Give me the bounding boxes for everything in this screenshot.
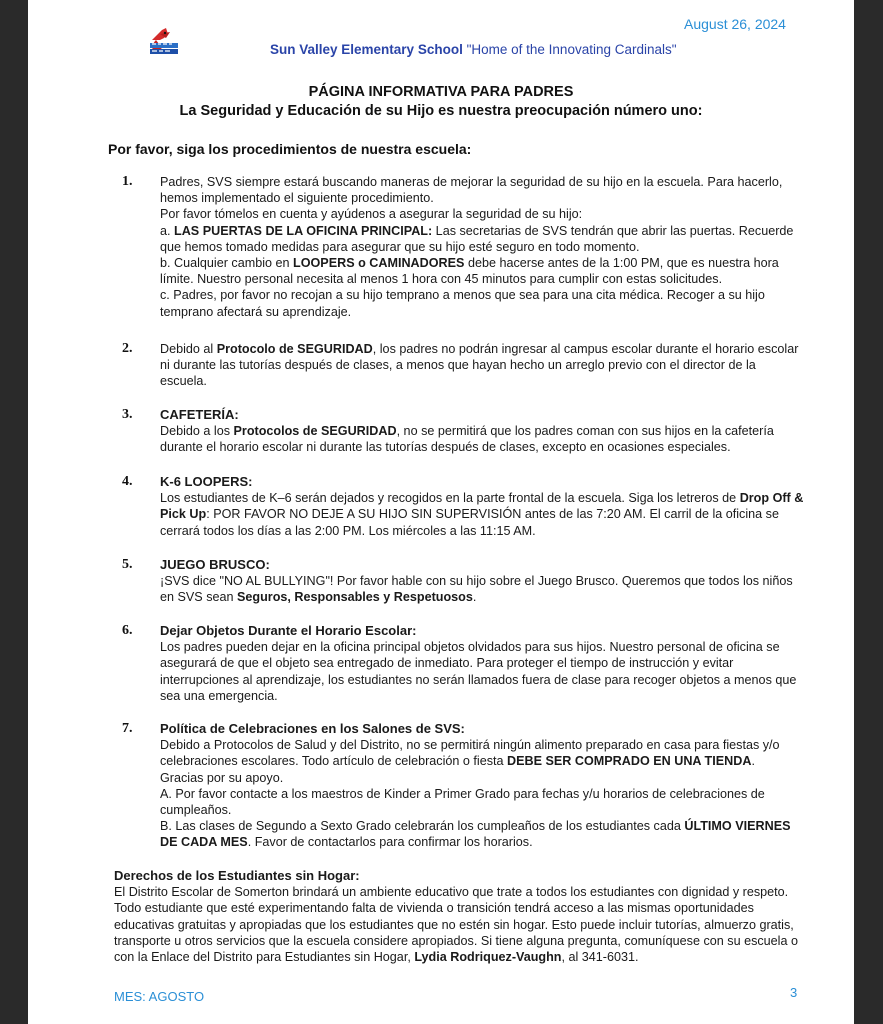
item-title: CAFETERÍA: — [160, 407, 239, 422]
footer-month: MES: AGOSTO — [114, 989, 205, 1004]
school-heading — [270, 42, 677, 57]
cardinal-logo-icon — [146, 26, 182, 60]
item-title: JUEGO BRUSCO: — [160, 557, 270, 572]
intro-text: Por favor, siga los procedimientos de nuestra escuela: — [108, 141, 472, 157]
item-sub-c: c. Padres, por favor no recojan a su hijo temprano a menos que sea para una cita médica. Recoger a su hijo temprano afectará su aprendizaje. — [160, 288, 765, 319]
item-number: 4. — [122, 474, 133, 489]
item-paragraph: Gracias por su apoyo. — [160, 770, 284, 785]
item-body: K-6 LOOPERS: Los estudiantes de K–6 serán dejados y recogidos en la parte frontal de la escuela. Siga los letreros de Drop Off & Pick Up: POR FAVOR NO DEJE A SU HIJO SIN SUPERVISIÓN antes de las 7:20 AM. El carril de la oficina se cerrará todos los días a las 2:00 PM. Los miércoles a las 11:15 AM. — [160, 474, 804, 538]
school-motto: "Home of the Innovating Cardinals" — [466, 42, 677, 57]
item-paragraph: Los padres pueden dejar en la oficina principal objetos olvidados para sus hijos. Nuestro personal de oficina se asegurará de que el objeto sea entregado de inmediato. Para proteger el tiempo de instrucción y evitar interrupciones al aprendizaje, los estudiantes no serán llamados fuera de clase para recoger objetos a menos que sea una emergencia. — [160, 640, 797, 703]
item-number: 2. — [122, 341, 133, 356]
item-body: Política de Celebraciones en los Salones de SVS: Debido a Protocolos de Salud y del Distrito, no se permitirá ningún alimento preparado en casa para fiestas y/o celebraciones escolares. Todo artículo de celebración o fiesta DEBE SER COMPRADO EN UNA TIENDA. Gracias por su apoyo. A. Por favor contacte a los maestros de Kinder a Primer Grado para fechas y/u horarios de celebraciones de cumpleaños. B. Las clases de Segundo a Sexto Grado celebrarán los cumpleaños de los estudiantes cada ÚLTIMO VIERNES DE CADA MES. Favor de contactarlos para confirmar los horarios. — [160, 721, 804, 851]
item-number: 6. — [122, 623, 133, 638]
section-title: Derechos de los Estudiantes sin Hogar: — [114, 868, 360, 883]
item-paragraph: Padres, SVS siempre estará buscando maneras de mejorar la seguridad de su hijo en la escuela. Para hacerlo, hemos implementado el siguiente procedimiento. — [160, 175, 783, 206]
item-body — [160, 623, 804, 704]
school-name: Sun Valley Elementary School — [270, 42, 463, 57]
item-number: 7. — [122, 721, 133, 736]
item-sub-a: A. Por favor contacte a los maestros de Kinder a Primer Grado para fechas y/u horarios de celebraciones de cumpleaños. — [160, 786, 765, 818]
homeless-rights-section: Derechos de los Estudiantes sin Hogar: El Distrito Escolar de Somerton brindará un ambiente educativo que trate a todos los estudiantes con dignidad y respeto. Todo estudiante que esté experimentando falta de vivienda o transición tendrá acceso a las mismas oportunidades educativas gratuitas y apropiadas que los estudiantes que no estén sin hogar. Esto puede incluir tutorías, almuerzo gratis, transporte u otros servicios que la escuela considere apropiados. Si tiene alguna pregunta, comuníquese con su escuela o con la Enlace del Distrito para Estudiantes sin Hogar, Lydia Rodriquez-Vaughn, al 341-6031. — [114, 868, 804, 965]
item-body: Debido al Protocolo de SEGURIDAD, los padres no podrán ingresar al campus escolar durante el horario escolar ni durante las tutorías después de clases, a menos que hayan hecho un arreglo previo con el director de la escuela. — [160, 342, 799, 389]
item-number: 1. — [122, 174, 133, 189]
item-sub-a: a. LAS PUERTAS DE LA OFICINA PRINCIPAL: Las secretarias de SVS tendrán que abrir las puertas. Recuerde que hemos tomado medidas para asegurar que su hijo esté seguro en todo momento. — [160, 223, 794, 254]
item-title: Dejar Objetos Durante el Horario Escolar: — [160, 623, 417, 638]
item-body: JUEGO BRUSCO: ¡SVS dice "NO AL BULLYING"! Por favor hable con su hijo sobre el Juego Brusco. Queremos que todos los niños en SVS sean Seguros, Responsables y Respetuosos. — [160, 557, 804, 606]
page-number: 3 — [790, 985, 798, 1000]
item-number: 5. — [122, 557, 133, 572]
page-subtitle: La Seguridad y Educación de su Hijo es nuestra preocupación número uno: — [179, 103, 703, 119]
item-number: 3. — [122, 407, 133, 422]
item-title: Política de Celebraciones en los Salones de SVS: — [160, 721, 465, 736]
item-body: CAFETERÍA: Debido a los Protocolos de SEGURIDAD, no se permitirá que los padres coman con sus hijos en la cafetería durante el horario escolar ni durante las tutorías después de clases, excepto en ocasiones especiales. — [160, 407, 804, 456]
document-page — [28, 0, 854, 1024]
item-sub-b: b. Cualquier cambio en LOOPERS o CAMINADORES debe hacerse antes de la 1:00 PM, que es nuestra hora límite. Nuestro personal necesita al menos 1 hora con 45 minutos para cumplir con estas solicitudes. — [160, 256, 779, 287]
header-date: August 26, 2024 — [684, 16, 786, 32]
item-sub-b: B. Las clases de Segundo a Sexto Grado celebrarán los cumpleaños de los estudiantes cada ÚLTIMO VIERNES DE CADA MES. Favor de contactarlos para confirmar los horarios. — [160, 819, 791, 850]
page-title: PÁGINA INFORMATIVA PARA PADRES — [308, 84, 574, 100]
item-title: K-6 LOOPERS: — [160, 474, 253, 489]
item-paragraph: Por favor tómelos en cuenta y ayúdenos a asegurar la seguridad de su hijo: — [160, 207, 583, 222]
item-body — [160, 174, 804, 320]
